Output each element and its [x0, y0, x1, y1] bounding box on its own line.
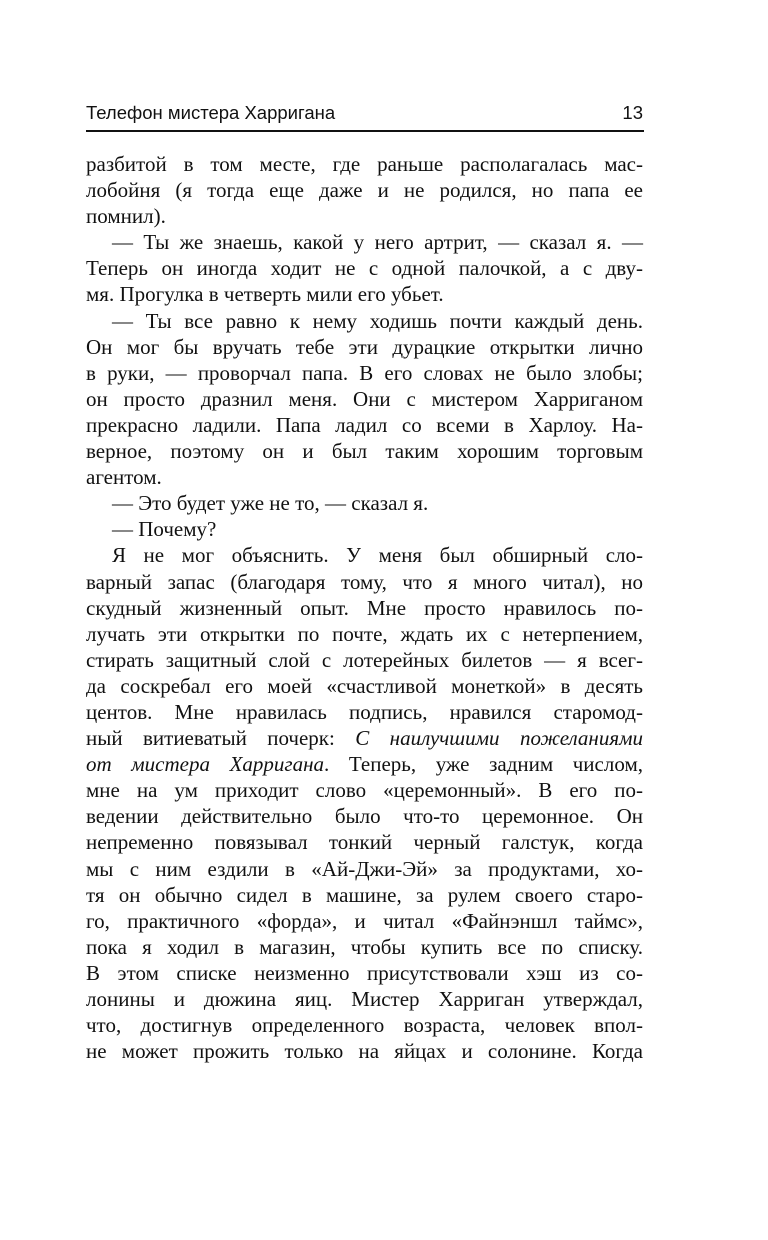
line-text: стирать защитный слой с лотерейных билетов — я всег-	[86, 647, 643, 672]
line-text: лобойня (я тогда еще даже и не родился, но папа ее	[86, 178, 643, 203]
text-line	[86, 673, 643, 699]
text-line	[86, 229, 643, 255]
text-line	[86, 464, 643, 490]
text-line	[86, 647, 643, 673]
header-rule	[86, 130, 644, 132]
text-line	[86, 281, 643, 307]
text-line	[86, 334, 643, 360]
line-text: не может прожить только на яйцах и солонине. Когда	[86, 1039, 643, 1064]
text-line	[86, 203, 643, 229]
line-text: разбитой в том месте, где раньше располагалась мас-	[86, 152, 643, 176]
line-text: мне на ум приходит слово «церемонный». В его по-	[86, 778, 643, 803]
line-text: мы с ним ездили в «Ай-Джи-Эй» за продуктами, хо-	[86, 856, 643, 881]
text-line	[86, 542, 643, 568]
line-text: Теперь он иногда ходит не с одной палочкой, а с дву-	[86, 256, 643, 281]
line-text: верное, поэтому он и был таким хорошим торговым	[86, 439, 643, 464]
text-line	[86, 386, 643, 412]
line-text: ный витиеватый почерк:	[86, 726, 356, 751]
page-body-text	[86, 151, 643, 1064]
text-line	[86, 412, 643, 438]
line-text: го, практичного «форда», и читал «Файнэншл таймс»,	[86, 908, 643, 933]
line-text: Он мог бы вручать тебе эти дурацкие открытки лично	[86, 334, 643, 359]
line-text: прекрасно ладили. Папа ладил со всеми в Харлоу. На-	[86, 412, 643, 437]
text-line	[86, 960, 643, 986]
text-line	[86, 777, 643, 803]
line-text: пока я ходил в магазин, чтобы купить все по списку.	[86, 934, 643, 959]
text-line	[86, 516, 643, 542]
text-line	[86, 569, 643, 595]
text-line	[86, 934, 643, 960]
line-text: он просто дразнил меня. Они с мистером Харриганом	[86, 386, 643, 411]
line-text: — Почему?	[112, 517, 217, 542]
running-title: Телефон мистера Харригана	[86, 102, 336, 123]
line-text: агентом.	[86, 465, 162, 490]
text-line	[86, 1038, 643, 1064]
line-text: лучать эти открытки по почте, ждать их с нетерпением,	[86, 621, 643, 646]
line-text: — Ты же знаешь, какой у него артрит, — сказал я. —	[112, 230, 643, 255]
line-text: В этом списке неизменно присутствовали хэш из со-	[86, 960, 643, 985]
italic-text: С наилучшими пожеланиями	[355, 726, 643, 751]
text-line	[86, 829, 643, 855]
line-text: центов. Мне нравилась подпись, нравился старомод-	[86, 699, 643, 724]
page-number: 13	[622, 102, 643, 123]
italic-text: от мистера Харригана	[86, 752, 325, 777]
text-line	[86, 856, 643, 882]
line-text: — Это будет уже не то, — сказал я.	[112, 491, 429, 516]
text-line	[86, 255, 643, 281]
text-line	[86, 699, 643, 725]
line-text: Я не мог объяснить. У меня был обширный сло-	[112, 543, 643, 568]
line-text: да соскребал его моей «счастливой монеткой» в десять	[86, 673, 643, 698]
text-line	[86, 986, 643, 1012]
text-line	[86, 908, 643, 934]
line-text: что, достигнув определенного возраста, человек впол-	[86, 1013, 643, 1038]
line-text: помнил).	[86, 204, 166, 229]
text-line	[86, 360, 643, 386]
text-line	[86, 595, 643, 621]
line-text: мя. Прогулка в четверть мили его убьет.	[86, 282, 444, 307]
text-line	[86, 1012, 643, 1038]
running-header	[86, 100, 643, 128]
line-text: скудный жизненный опыт. Мне просто нравилось по-	[86, 595, 643, 620]
text-line	[86, 308, 643, 334]
text-line	[86, 438, 643, 464]
line-text: — Ты все равно к нему ходишь почти каждый день.	[112, 308, 643, 333]
line-text: непременно повязывал тонкий черный галстук, когда	[86, 830, 643, 855]
text-line	[86, 882, 643, 908]
line-text: тя он обычно сидел в машине, за рулем своего старо-	[86, 882, 643, 907]
text-line	[86, 151, 643, 177]
text-line	[86, 177, 643, 203]
text-line	[86, 803, 643, 829]
line-text: лонины и дюжина яиц. Мистер Харриган утверждал,	[86, 987, 643, 1011]
line-text: варный запас (благодаря тому, что я много читал), но	[86, 569, 643, 594]
line-text: в руки, — проворчал папа. В его словах не было злобы;	[86, 360, 643, 385]
line-text: ведении действительно было что-то церемонное. Он	[86, 804, 643, 829]
text-line	[86, 751, 643, 777]
text-line	[86, 725, 643, 751]
text-line	[86, 490, 643, 516]
text-line	[86, 621, 643, 647]
line-text: . Теперь, уже задним числом,	[324, 752, 643, 777]
